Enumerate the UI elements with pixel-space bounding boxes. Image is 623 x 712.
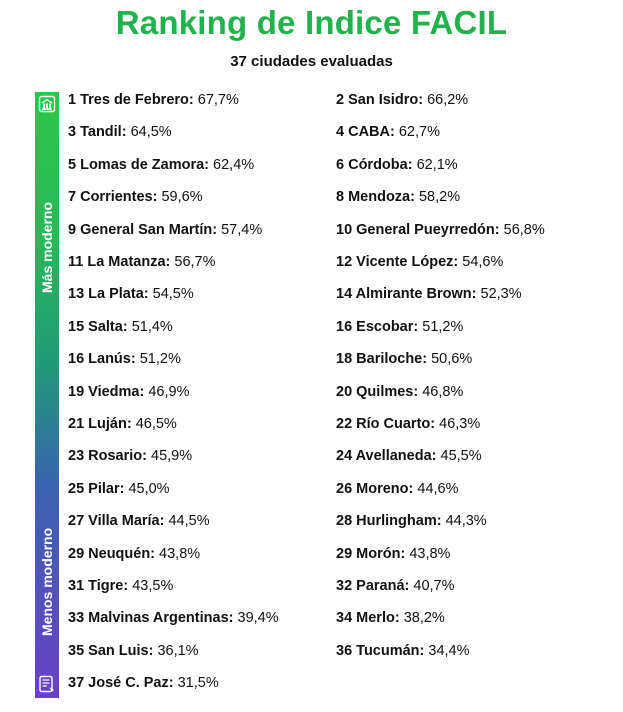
city-score-value: 54,6% <box>462 254 504 270</box>
ranking-item <box>336 481 459 497</box>
city-score-value: 52,3% <box>480 286 522 303</box>
ranking-item <box>68 351 181 367</box>
ranking-item <box>68 157 254 173</box>
ranking-item <box>68 319 173 335</box>
city-rank-label: 37 José C. Paz: <box>68 675 174 692</box>
ranking-item <box>68 578 173 594</box>
city-rank-label: 13 La Plata: <box>68 286 149 303</box>
city-rank-label: 32 Paraná: <box>336 578 410 594</box>
city-score-value: 62,7% <box>398 124 440 141</box>
city-rank-label: 36 Tucumán: <box>336 642 425 659</box>
city-rank-label: 4 CABA: <box>336 124 395 141</box>
city-score-value: 51,4% <box>131 318 173 335</box>
ranking-item <box>336 643 470 659</box>
modernity-gradient-bar <box>35 92 59 698</box>
city-score-value: 40,7% <box>413 578 455 594</box>
city-rank-label: 29 Neuquén: <box>68 545 156 562</box>
city-score-value: 66,2% <box>427 92 469 108</box>
city-score-value: 46,8% <box>422 383 464 400</box>
ranking-item <box>68 416 177 432</box>
city-score-value: 54,5% <box>152 286 194 303</box>
ranking-item <box>68 481 170 497</box>
city-score-value: 56,8% <box>503 221 545 238</box>
city-score-value: 34,4% <box>428 642 470 659</box>
city-score-value: 44,3% <box>445 513 487 530</box>
city-rank-label: 1 Tres de Febrero: <box>68 92 194 108</box>
ranking-item <box>68 546 200 562</box>
ranking-item <box>68 610 279 626</box>
city-score-value: 51,2% <box>139 351 181 368</box>
city-rank-label: 19 Viedma: <box>68 383 145 400</box>
city-score-value: 43,8% <box>409 545 451 562</box>
city-score-value: 44,5% <box>168 513 210 530</box>
city-score-value: 43,5% <box>132 578 174 594</box>
city-score-value: 46,3% <box>439 416 481 432</box>
ranking-item <box>68 286 194 302</box>
ranking-item <box>336 319 463 335</box>
city-rank-label: 23 Rosario: <box>68 448 147 465</box>
city-score-value: 57,4% <box>221 221 263 238</box>
ranking-item <box>336 286 522 302</box>
city-score-value: 44,6% <box>417 480 459 497</box>
page-title: Ranking de Indice FACIL <box>115 4 508 41</box>
city-score-value: 45,0% <box>128 480 170 497</box>
ranking-item <box>336 384 463 400</box>
ranking-item <box>336 124 440 140</box>
city-rank-label: 10 General Pueyrredón: <box>336 221 500 238</box>
ranking-item <box>336 222 545 238</box>
ranking-item <box>336 351 472 367</box>
city-rank-label: 14 Almirante Brown: <box>336 286 477 303</box>
city-rank-label: 7 Corrientes: <box>68 189 158 206</box>
city-rank-label: 27 Villa María: <box>68 513 165 530</box>
city-rank-label: 5 Lomas de Zamora: <box>68 156 210 173</box>
city-rank-label: 6 Córdoba: <box>336 156 413 173</box>
city-score-value: 58,2% <box>418 189 461 206</box>
ranking-item <box>68 384 189 400</box>
city-rank-label: 16 Lanús: <box>68 351 136 368</box>
ranking-item <box>336 578 455 594</box>
city-rank-label: 33 Malvinas Argentinas: <box>68 610 234 627</box>
city-score-value: 46,5% <box>135 416 177 432</box>
ranking-item <box>336 416 480 432</box>
city-score-value: 45,9% <box>151 448 193 465</box>
ranking-item <box>68 124 172 140</box>
city-score-value: 45,5% <box>440 448 482 465</box>
ranking-item <box>68 222 262 238</box>
city-rank-label: 8 Mendoza: <box>336 189 415 206</box>
ranking-item <box>68 189 203 205</box>
city-rank-label: 35 San Luis: <box>68 642 154 659</box>
ranking-item <box>336 513 487 529</box>
city-score-value: 36,1% <box>157 642 199 659</box>
city-rank-label: 21 Luján: <box>68 416 132 432</box>
ranking-item <box>336 157 458 173</box>
city-rank-label: 29 Morón: <box>336 545 406 562</box>
ranking-item <box>68 643 199 659</box>
city-score-value: 39,4% <box>237 610 279 627</box>
city-rank-label: 12 Vicente López: <box>336 254 459 270</box>
city-rank-label: 31 Tigre: <box>68 578 129 594</box>
city-score-value: 50,6% <box>431 351 473 368</box>
ranking-item <box>336 610 445 626</box>
city-score-value: 56,7% <box>174 254 216 270</box>
city-score-value: 62,4% <box>213 156 255 173</box>
ranking-item <box>336 448 482 464</box>
ranking-item <box>68 448 192 464</box>
city-score-value: 31,5% <box>177 675 219 692</box>
city-rank-label: 28 Hurlingham: <box>336 513 442 530</box>
city-rank-label: 20 Quilmes: <box>336 383 419 400</box>
city-score-value: 38,2% <box>403 610 445 627</box>
city-score-value: 51,2% <box>422 318 464 335</box>
city-rank-label: 22 Río Cuarto: <box>336 416 436 432</box>
ranking-item <box>68 513 210 529</box>
city-rank-label: 25 Pilar: <box>68 480 125 497</box>
city-rank-label: 24 Avellaneda: <box>336 448 437 465</box>
city-rank-label: 26 Moreno: <box>336 480 414 497</box>
city-rank-label: 16 Escobar: <box>336 318 419 335</box>
city-rank-label: 2 San Isidro: <box>336 92 424 108</box>
city-score-value: 46,9% <box>148 383 190 400</box>
most-modern-label: Más moderno <box>39 201 55 293</box>
building-icon <box>37 94 57 114</box>
city-rank-label: 11 La Matanza: <box>68 254 171 270</box>
city-score-value: 59,6% <box>161 189 203 206</box>
ranking-item <box>68 92 239 108</box>
ranking-item <box>336 189 460 205</box>
city-rank-label: 15 Salta: <box>68 318 128 335</box>
city-rank-label: 9 General San Martín: <box>68 221 218 238</box>
page-subtitle: 37 ciudades evaluadas <box>230 53 393 70</box>
city-rank-label: 34 Merlo: <box>336 610 400 627</box>
city-score-value: 64,5% <box>130 124 172 141</box>
document-icon <box>37 674 57 694</box>
city-score-value: 62,1% <box>416 156 458 173</box>
ranking-item <box>68 254 216 270</box>
city-rank-label: 3 Tandil: <box>68 124 127 141</box>
city-score-value: 67,7% <box>197 92 239 108</box>
city-score-value: 43,8% <box>159 545 201 562</box>
ranking-item <box>336 254 503 270</box>
ranking-item <box>68 675 219 691</box>
city-rank-label: 18 Bariloche: <box>336 351 428 368</box>
least-modern-label: Menos moderno <box>39 527 55 637</box>
ranking-item <box>336 92 468 108</box>
ranking-item <box>336 546 450 562</box>
